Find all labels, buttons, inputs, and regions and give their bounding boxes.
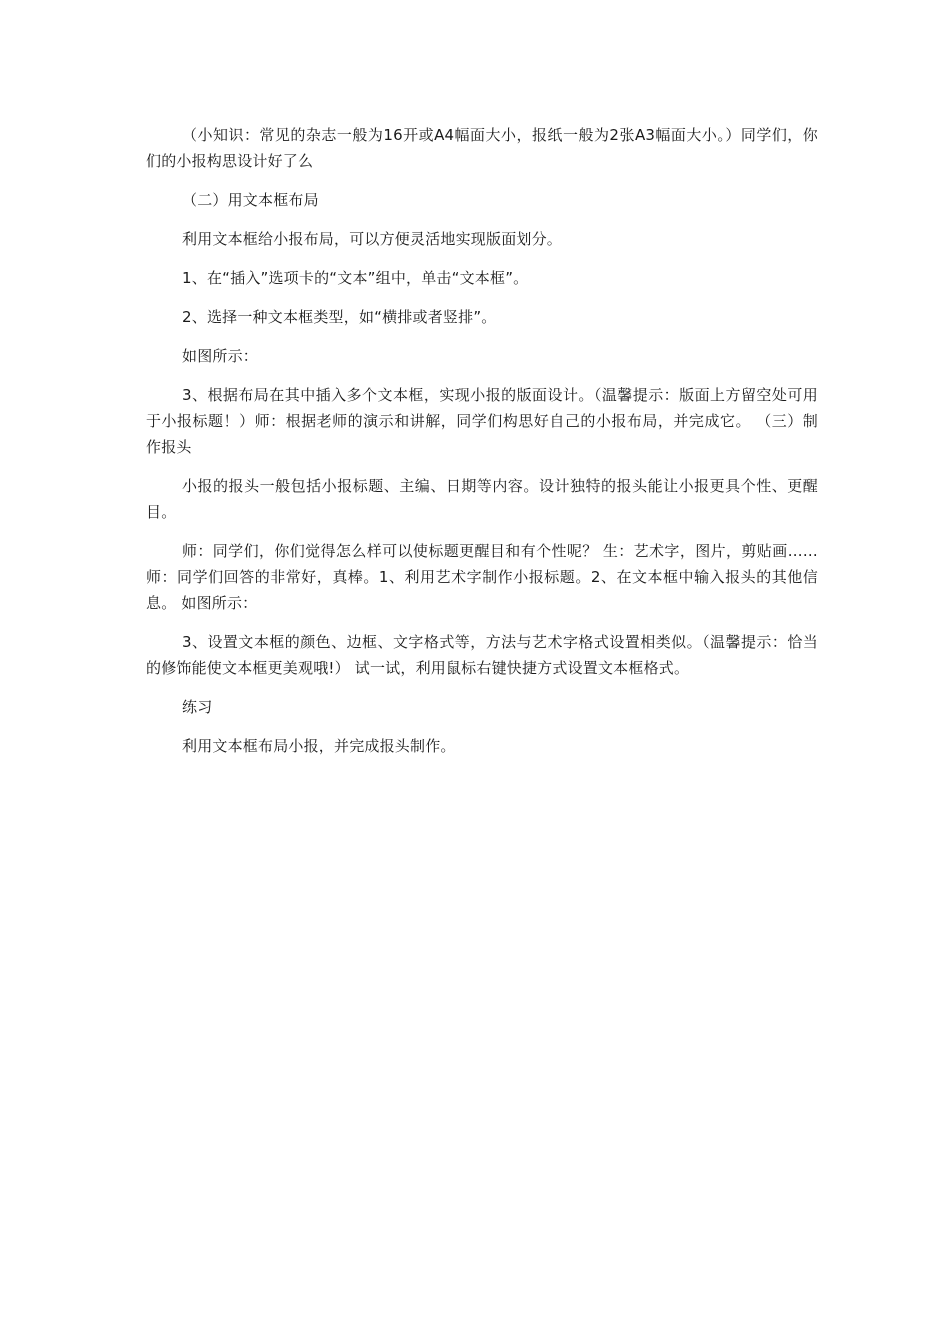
paragraph-step-3: 3、根据布局在其中插入多个文本框，实现小报的版面设计。（温馨提示：版面上方留空处可用于小报标题！）师：根据老师的演示和讲解，同学们构思好自己的小报布局，并完成它。 （三）制作报头 bbox=[146, 386, 818, 456]
section-heading-textbox-layout: （二）用文本框布局 bbox=[182, 191, 319, 209]
paragraph-format-textbox: 3、设置文本框的颜色、边框、文字格式等，方法与艺术字格式设置相类似。（温馨提示：恰当的修饰能使文本框更美观哦!） 试一试，利用鼠标右键快捷方式设置文本框格式。 bbox=[146, 633, 818, 677]
paragraph-masthead-intro: 小报的报头一般包括小报标题、主编、日期等内容。设计独特的报头能让小报更具个性、更醒目。 bbox=[146, 477, 818, 521]
document-page bbox=[146, 122, 818, 772]
paragraph-textbox-intro: 利用文本框给小报布局，可以方便灵活地实现版面划分。 bbox=[182, 230, 563, 248]
paragraph-exercise-task: 利用文本框布局小报，并完成报头制作。 bbox=[182, 737, 456, 755]
section-heading-exercise: 练习 bbox=[182, 698, 213, 716]
paragraph-figure-note: 如图所示： bbox=[182, 347, 259, 365]
paragraph-tip-paper-sizes: （小知识：常见的杂志一般为16开或A4幅面大小，报纸一般为2张A3幅面大小。）同学们，你们的小报构思设计好了么 bbox=[146, 126, 818, 170]
paragraph-dialogue: 师：同学们，你们觉得怎么样可以使标题更醒目和有个性呢？ 生：艺术字，图片，剪贴画…… 师：同学们回答的非常好，真棒。1、利用艺术字制作小报标题。2、在文本框中输入报头的其他信息。 如图所示： bbox=[146, 542, 818, 612]
paragraph-step-1: 1、在“插入”选项卡的“文本”组中，单击“文本框”。 bbox=[182, 269, 529, 287]
paragraph-step-2: 2、选择一种文本框类型，如“横排或者竖排”。 bbox=[182, 308, 497, 326]
